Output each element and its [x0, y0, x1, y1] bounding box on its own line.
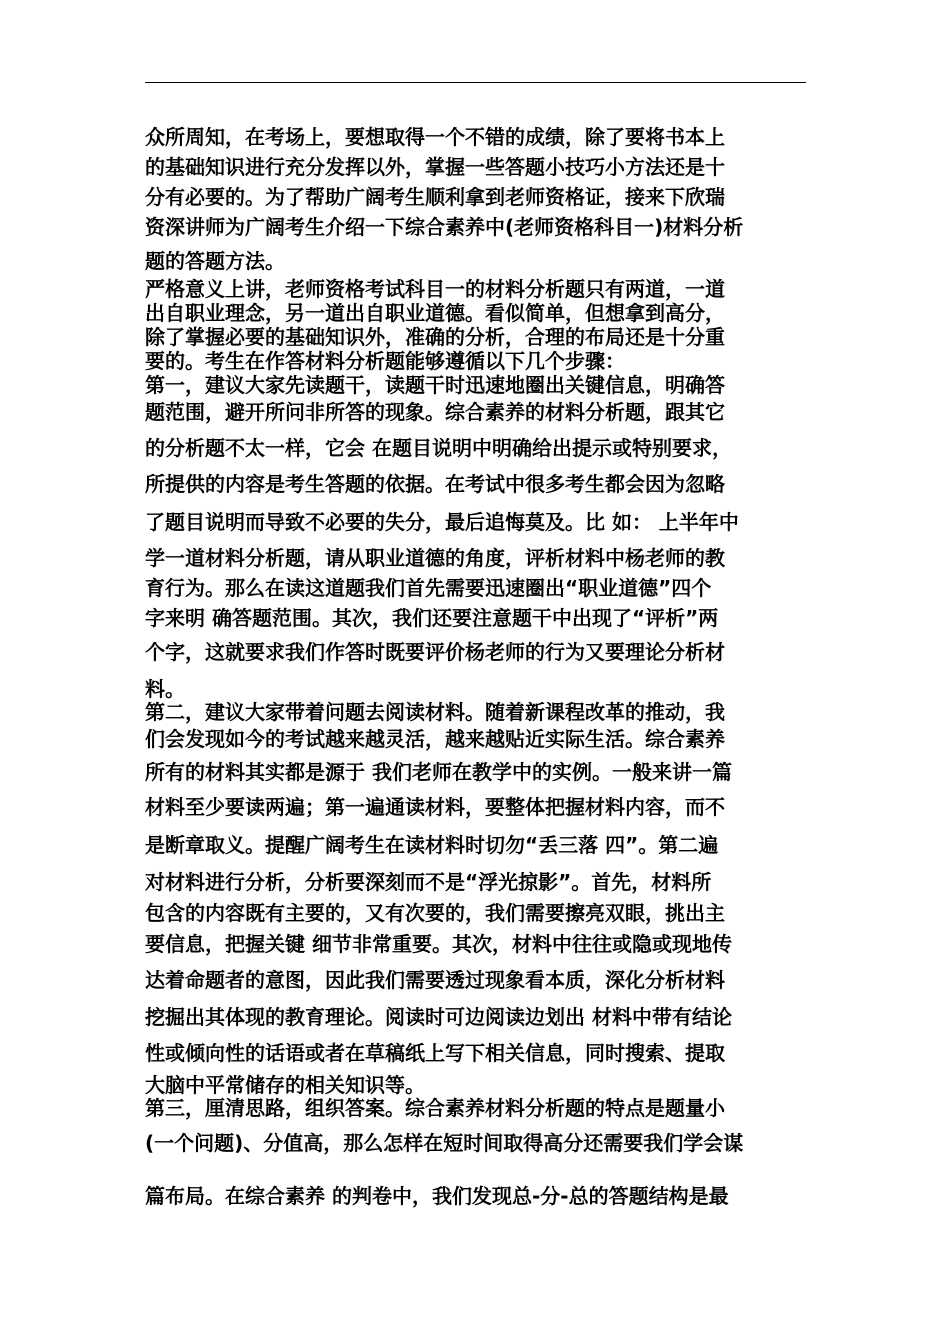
- text-line: 的基础知识进行充分发挥以外，掌握一些答题小技巧小方法还是十: [145, 155, 725, 179]
- text-line: 资深讲师为广阔考生介绍一下综合素养中(老师资格科目一)材料分析: [145, 215, 744, 239]
- text-line: 性或倾向性的话语或者在草稿纸上写下相关信息，同时搜索、提取: [145, 1041, 725, 1065]
- text-line: 第三，厘清思路，组织答案。综合素养材料分析题的特点是题量小: [145, 1096, 725, 1120]
- text-line: 达着命题者的意图，因此我们需要透过现象看本质，深化分析材料: [145, 968, 725, 992]
- text-line: 是断章取义。提醒广阔考生在读材料时切勿“丢三落 四”。第二遍: [145, 833, 719, 857]
- text-line: 所有的材料其实都是源于 我们老师在教学中的实例。一般来讲一篇: [145, 760, 732, 784]
- text-line: 对材料进行分析，分析要深刻而不是“浮光掠影”。首先，材料所: [145, 870, 712, 894]
- text-line: 分有必要的。为了帮助广阔考生顺利拿到老师资格证，接来下欣瑞: [145, 185, 725, 209]
- text-line: 包含的内容既有主要的，又有次要的，我们需要擦亮双眼，挑出主: [145, 901, 725, 925]
- text-line: 个字，这就要求我们作答时既要评价杨老师的行为又要理论分析材: [145, 640, 725, 664]
- text-line: 要信息，把握关键 细节非常重要。其次，材料中往往或隐或现地传: [145, 932, 732, 956]
- text-line: 了题目说明而导致不必要的失分，最后追悔莫及。比 如： 上半年中: [145, 510, 739, 534]
- text-line: 育行为。那么在读这道题我们首先需要迅速圈出“职业道德”四个: [145, 576, 712, 600]
- text-line: 的分析题不太一样，它会 在题目说明中明确给出提示或特别要求，: [145, 436, 732, 460]
- text-line: 第一，建议大家先读题干，读题干时迅速地圈出关键信息，明确答: [145, 373, 725, 397]
- text-line: 除了掌握必要的基础知识外，准确的分析，合理的布局还是十分重: [145, 325, 725, 349]
- text-line: 们会发现如今的考试越来越灵活，越来越贴近实际生活。综合素养: [145, 727, 725, 751]
- text-line: 篇布局。在综合素养 的判卷中，我们发现总-分-总的答题结构是最: [145, 1184, 729, 1208]
- text-line: 字来明 确答题范围。其次，我们还要注意题干中出现了“评析”两: [145, 606, 719, 630]
- text-line: 出自职业理念，另一道出自职业道德。看似简单，但想拿到高分，: [145, 301, 725, 325]
- text-line: 所提供的内容是考生答题的依据。在考试中很多考生都会因为忽略: [145, 472, 725, 496]
- text-line: 材料至少要读两遍；第一遍通读材料，要整体把握材料内容，而不: [145, 795, 725, 819]
- text-line: 第二，建议大家带着问题去阅读材料。随着新课程改革的推动，我: [145, 700, 725, 724]
- text-line: 题的答题方法。: [145, 249, 285, 273]
- text-line: 挖掘出其体现的教育理论。阅读时可边阅读边划出 材料中带有结论: [145, 1005, 732, 1029]
- text-line: 学一道材料分析题，请从职业道德的角度，评析材料中杨老师的教: [145, 546, 725, 570]
- text-line: 众所周知，在考场上，要想取得一个不错的成绩，除了要将书本上: [145, 125, 725, 149]
- text-line: 严格意义上讲，老师资格考试科目一的材料分析题只有两道，一道: [145, 277, 725, 301]
- text-line: 要的。考生在作答材料分析题能够遵循以下几个步骤：: [145, 349, 625, 373]
- text-line: 大脑中平常储存的相关知识等。: [145, 1073, 425, 1097]
- text-line: 料。: [145, 677, 185, 701]
- text-line: (一个问题)、分值高，那么怎样在短时间取得高分还需要我们学会谋: [145, 1131, 744, 1155]
- header-rule: [145, 82, 806, 83]
- text-line: 题范围，避开所问非所答的现象。综合素养的材料分析题，跟其它: [145, 400, 725, 424]
